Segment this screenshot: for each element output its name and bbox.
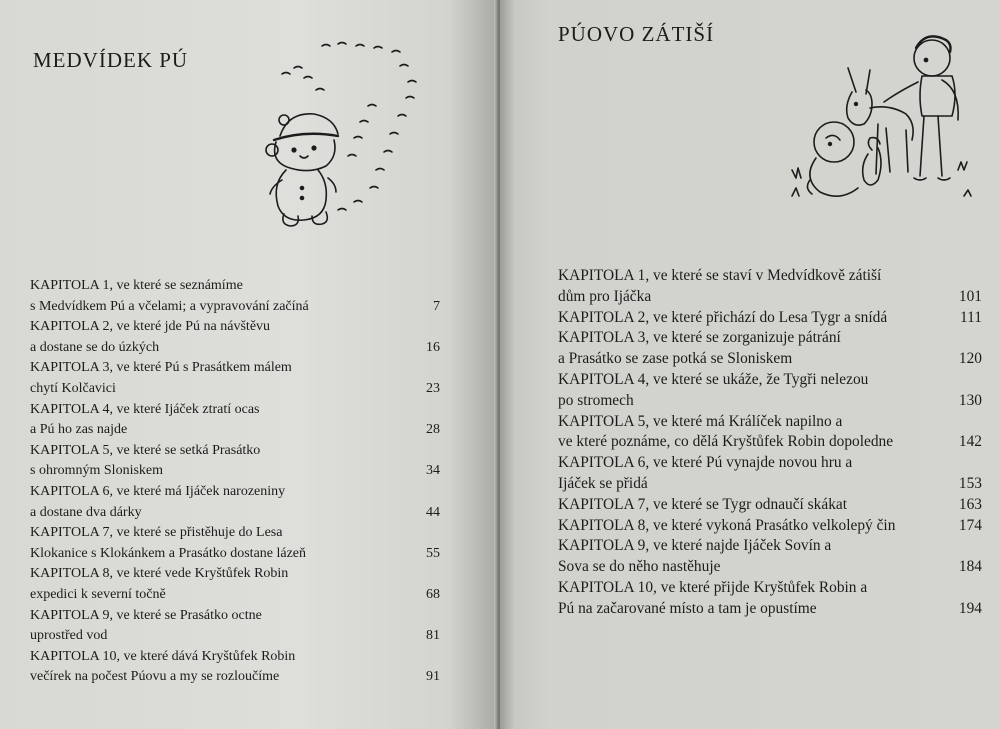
page-number: 120 (958, 350, 982, 368)
entry-line-1: KAPITOLA 8, ve které vykoná Prasátko velkolepý čin (558, 516, 896, 534)
robin-donkey-piglet-icon (782, 20, 982, 215)
entry-line-2: a dostane se do úzkých (30, 339, 160, 355)
toc-entry (558, 578, 982, 620)
entry-line-2: Klokanice s Klokánkem a Prasátko dostane lázeň (30, 545, 307, 561)
entry-line-1: KAPITOLA 2, ve které jde Pú na návštěvu (30, 319, 271, 335)
page-title: PÚOVO ZÁTIŠÍ (558, 22, 715, 46)
entry-line-1: KAPITOLA 2, ve které přichází do Lesa Tygr a snídá (558, 308, 888, 326)
entry-line-2: po stromech (558, 391, 634, 409)
toc-entry (30, 317, 440, 358)
entry-line-1: KAPITOLA 5, ve které má Králíček napilno a (558, 412, 843, 430)
toc-entry (558, 412, 982, 454)
entry-line-1: KAPITOLA 7, ve které se Tygr odnaučí skákat (558, 495, 848, 513)
table-of-contents (30, 276, 440, 688)
entry-line-1: KAPITOLA 5, ve které se setká Prasátko (30, 442, 261, 458)
entry-line-1: KAPITOLA 7, ve které se přistěhuje do Lesa (30, 525, 283, 541)
entry-line-1: KAPITOLA 9, ve které se Prasátko octne (30, 607, 262, 623)
toc-entry (558, 266, 982, 308)
toc-entry (30, 606, 440, 647)
entry-line-2: večírek na počest Púovu a my se rozloučíme (30, 669, 280, 685)
entry-line-1: KAPITOLA 9, ve které najde Ijáček Sovín a (558, 537, 832, 555)
page-number: 23 (426, 380, 440, 396)
page-number: 153 (958, 474, 982, 492)
entry-line-2: a dostane dva dárky (30, 504, 142, 520)
toc-entry (30, 482, 440, 523)
entry-line-1: KAPITOLA 3, ve které Pú s Prasátkem málem (30, 360, 292, 376)
toc-entry (30, 358, 440, 399)
toc-entry (558, 370, 982, 412)
page-number: 28 (426, 422, 440, 438)
entry-line-1: KAPITOLA 1, ve které se seznámíme (30, 278, 243, 293)
entry-line-2: Ijáček se přidá (558, 474, 648, 492)
toc-entry (558, 328, 982, 370)
entry-line-2: s Medvídkem Pú a včelami; a vypravování začíná (30, 298, 309, 314)
page-number: 7 (433, 298, 440, 314)
entry-line-2: a Pú ho zas najde (30, 422, 128, 438)
toc-entry (30, 647, 440, 688)
toc-entry (558, 453, 982, 495)
toc-entry (558, 495, 982, 516)
entry-line-2: uprostřed vod (30, 628, 108, 644)
entry-line-2: Sova se do něho nastěhuje (558, 558, 721, 576)
page-number: 130 (958, 391, 982, 409)
page-number: 91 (426, 669, 440, 685)
entry-line-1: KAPITOLA 8, ve které vede Kryštůfek Robin (30, 566, 289, 582)
entry-line-1: KAPITOLA 10, ve které přijde Kryštůfek Robin a (558, 578, 868, 596)
page-number: 163 (958, 495, 982, 513)
table-of-contents (558, 266, 982, 620)
page-title: MEDVÍDEK PÚ (33, 48, 189, 72)
toc-entry (30, 523, 440, 564)
entry-line-1: KAPITOLA 4, ve které se ukáže, že Tygři nelezou (558, 370, 869, 388)
page-number: 16 (426, 339, 440, 355)
entry-line-2: expedici k severní točně (30, 586, 166, 602)
entry-line-2: a Prasátko se zase potká se Sloniskem (558, 350, 793, 368)
toc-entry (558, 308, 982, 329)
entry-line-1: KAPITOLA 6, ve které Pú vynajde novou hru a (558, 454, 853, 472)
entry-line-2: dům pro Ijáčka (558, 287, 652, 305)
toc-entry (30, 441, 440, 482)
entry-line-2: chytí Kolčavici (30, 380, 116, 396)
right-page (500, 0, 1000, 729)
page-number: 34 (426, 463, 440, 479)
entry-line-1: KAPITOLA 10, ve které dává Kryštůfek Robin (30, 648, 296, 664)
entry-line-2: s ohromným Sloniskem (30, 463, 164, 479)
toc-entry (558, 516, 982, 537)
page-number: 111 (960, 308, 982, 326)
page-number: 44 (426, 504, 440, 520)
page-number: 184 (958, 558, 982, 576)
left-page (0, 0, 498, 729)
page-number: 174 (958, 516, 982, 534)
entry-line-1: KAPITOLA 6, ve které má Ijáček narozeniny (30, 483, 286, 499)
entry-line-2: Pú na začarované místo a tam je opustíme (558, 599, 817, 617)
entry-line-2: ve které poznáme, co dělá Kryštůfek Robin dopoledne (558, 433, 894, 451)
page-number: 68 (426, 586, 440, 602)
page-number: 101 (958, 287, 982, 305)
toc-entry (558, 536, 982, 578)
toc-entry (30, 276, 440, 317)
toc-entry (30, 400, 440, 441)
bear-with-footprints-icon (258, 38, 438, 233)
entry-line-1: KAPITOLA 1, ve které se staví v Medvídkově zátiší (558, 267, 882, 284)
entry-line-1: KAPITOLA 4, ve které Ijáček ztratí ocas (30, 401, 260, 417)
page-number: 194 (958, 599, 982, 617)
page-number: 142 (958, 433, 982, 451)
entry-line-1: KAPITOLA 3, ve které se zorganizuje pátrání (558, 329, 841, 347)
toc-entry (30, 564, 440, 605)
page-number: 81 (426, 628, 440, 644)
page-number: 55 (426, 545, 440, 561)
